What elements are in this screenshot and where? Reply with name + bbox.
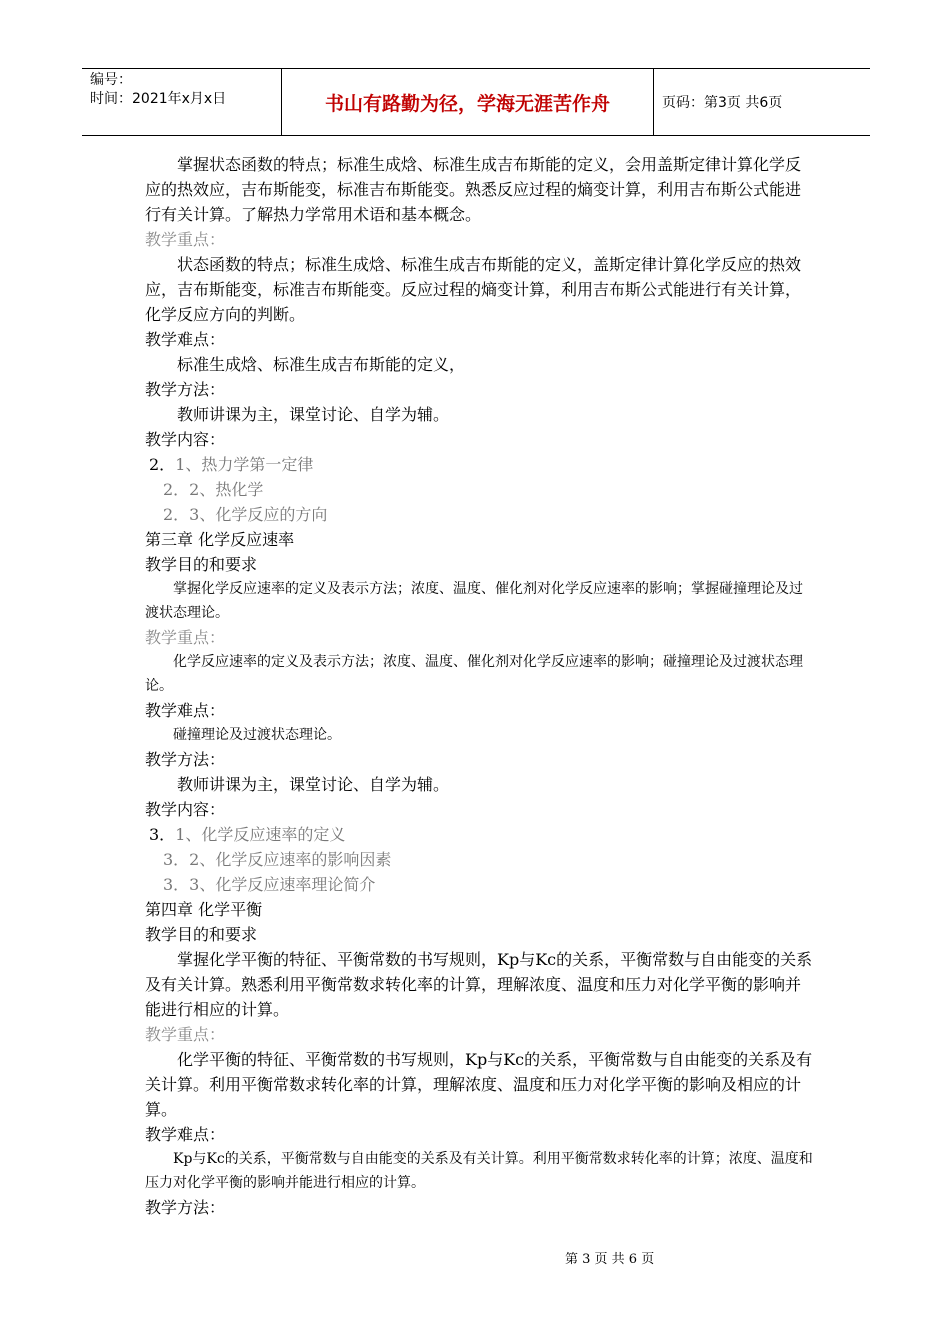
doc-time-label: 时间：2021年x月x日: [90, 91, 227, 107]
section-label: 教学方法：: [145, 750, 226, 769]
paragraph: 化学反应速率的定义及表示方法；浓度、温度、催化剂对化学反应速率的影响；碰撞理论及过渡状态理论。: [145, 654, 803, 694]
paragraph: 碰撞理论及过渡状态理论。: [173, 727, 341, 743]
section-label: 教学方法：: [145, 1198, 226, 1217]
document-body: [145, 152, 813, 1220]
list-item-number: 3．: [149, 825, 176, 844]
paragraph: 掌握化学反应速率的定义及表示方法；浓度、温度、催化剂对化学反应速率的影响；掌握碰撞理论及过渡状态理论。: [145, 581, 803, 621]
list-item: 2．2、热化学: [163, 480, 264, 499]
section-label: 教学重点：: [145, 1025, 226, 1044]
section-label: 教学内容：: [145, 430, 226, 449]
list-item: 3．2、化学反应速率的影响因素: [163, 850, 392, 869]
paragraph: 化学平衡的特征、平衡常数的书写规则，Kp与Kc的关系，平衡常数与自由能变的关系及有关计算。利用平衡常数求转化率的计算，理解浓度、温度和压力对化学平衡的影响及相应的计算。: [145, 1050, 813, 1119]
list-item-text: 1、热力学第一定律: [175, 455, 314, 474]
page-header: [82, 68, 870, 136]
section-label: 教学难点：: [145, 330, 226, 349]
section-label: 教学目的和要求: [145, 925, 258, 944]
section-label: 教学方法：: [145, 380, 226, 399]
chapter-title: 第四章 化学平衡: [145, 900, 263, 919]
paragraph: 掌握状态函数的特点；标准生成焓、标准生成吉布斯能的定义，会用盖斯定律计算化学反应的热效应，吉布斯能变，标准吉布斯能变。熟悉反应过程的熵变计算，利用吉布斯公式能进行有关计算。了解热力学常用术语和基本概念。: [145, 155, 802, 224]
paragraph: Kp与Kc的关系，平衡常数与自由能变的关系及有关计算。利用平衡常数求转化率的计算；浓度、温度和压力对化学平衡的影响并能进行相应的计算。: [145, 1151, 813, 1191]
paragraph: 标准生成焓、标准生成吉布斯能的定义，: [177, 355, 466, 374]
section-label: 教学重点：: [145, 628, 226, 647]
header-page-label: 页码：第3页 共6页: [662, 95, 783, 111]
section-label: 教学难点：: [145, 701, 226, 720]
paragraph: 教师讲课为主，课堂讨论、自学为辅。: [177, 775, 450, 794]
page-footer: 第 3 页 共 6 页: [565, 1252, 655, 1267]
paragraph: 掌握化学平衡的特征、平衡常数的书写规则，Kp与Kc的关系，平衡常数与自由能变的关系及有关计算。熟悉利用平衡常数求转化率的计算，理解浓度、温度和压力对化学平衡的影响并能进行相应的计算。: [145, 950, 813, 1019]
section-label: 教学重点：: [145, 230, 226, 249]
section-label: 教学难点：: [145, 1125, 226, 1144]
paragraph: 状态函数的特点；标准生成焓、标准生成吉布斯能的定义，盖斯定律计算化学反应的热效应，吉布斯能变，标准吉布斯能变。反应过程的熵变计算，利用吉布斯公式能进行有关计算，化学反应方向的判断。: [145, 255, 802, 324]
header-motto: 书山有路勤为径，学海无涯苦作舟: [282, 69, 654, 135]
doc-code-label: 编号：: [90, 72, 132, 88]
paragraph: 教师讲课为主，课堂讨论、自学为辅。: [177, 405, 450, 424]
section-label: 教学目的和要求: [145, 555, 258, 574]
list-item-number: 2．: [149, 455, 176, 474]
list-item: [145, 822, 813, 847]
list-item-text: 1、化学反应速率的定义: [175, 825, 346, 844]
section-label: 教学内容：: [145, 800, 226, 819]
header-left-cell: [82, 69, 282, 135]
list-item: 3．3、化学反应速率理论简介: [163, 875, 376, 894]
list-item: 2．3、化学反应的方向: [163, 505, 328, 524]
list-item: [145, 452, 813, 477]
chapter-title: 第三章 化学反应速率: [145, 530, 295, 549]
